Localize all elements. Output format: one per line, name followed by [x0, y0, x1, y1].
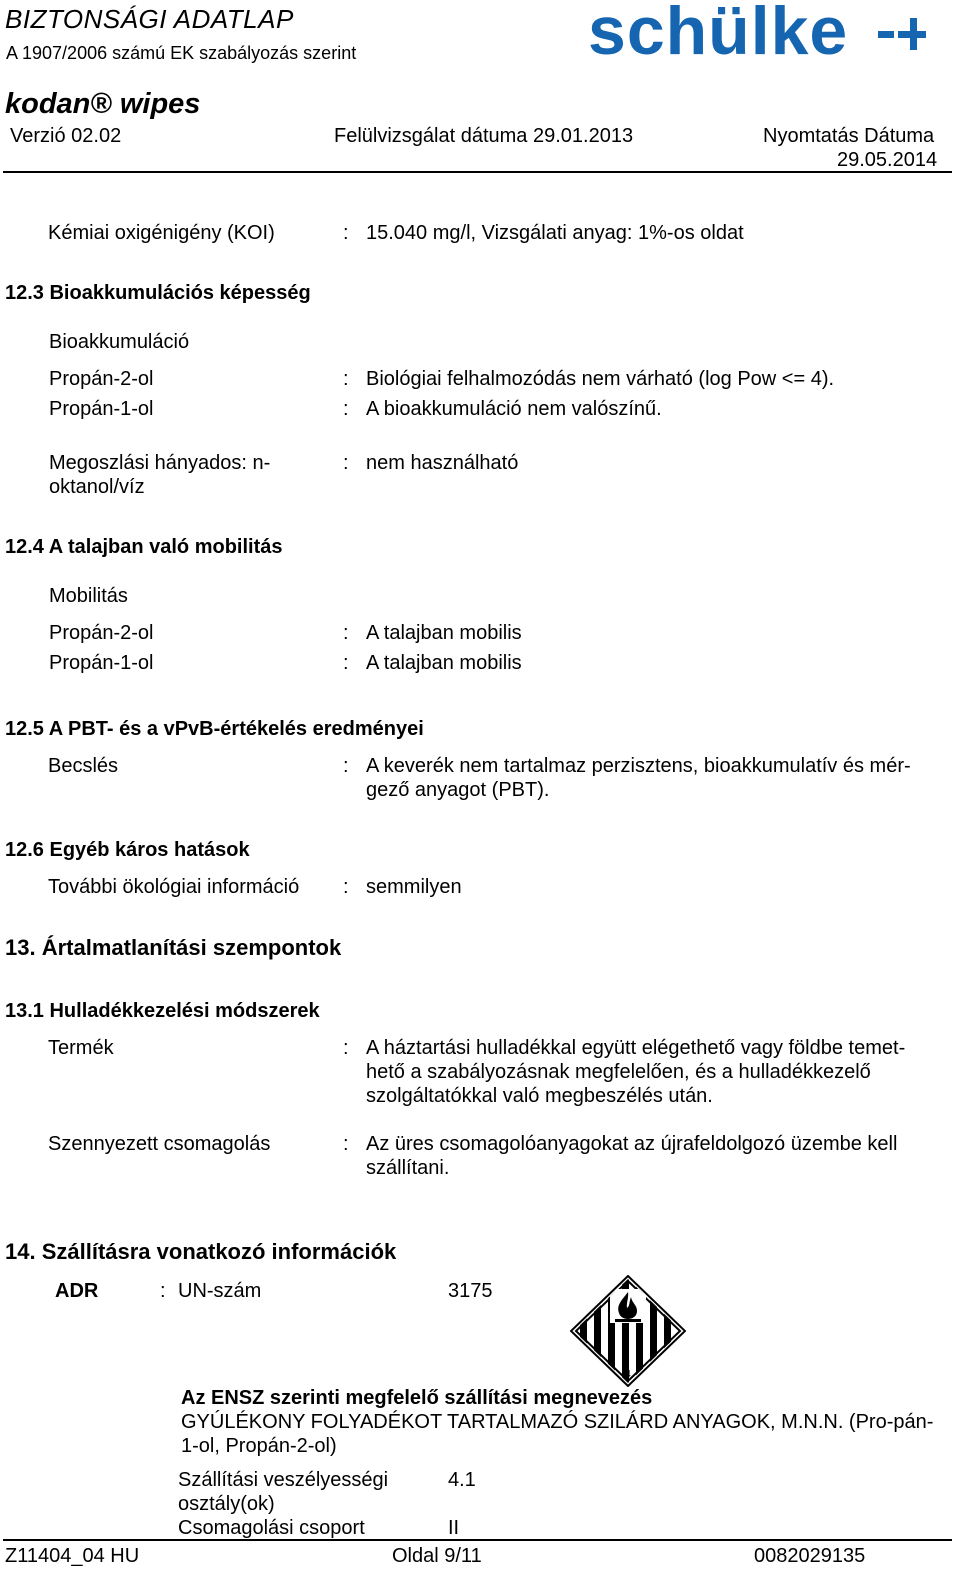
- section-12-4-heading: 12.4 A talajban való mobilitás: [5, 536, 283, 558]
- hazard-class-label: Szállítási veszélyességi osztály(ok): [178, 1469, 389, 1515]
- colon: :: [343, 652, 349, 674]
- un-number-label: UN-szám: [178, 1280, 262, 1302]
- bio1-label: Propán-2-ol: [49, 368, 154, 390]
- becsles-label: Becslés: [48, 755, 119, 777]
- termek-label: Termék: [48, 1037, 114, 1059]
- packing-group-value: II: [448, 1517, 460, 1539]
- szennyezett-label: Szennyezett csomagolás: [48, 1133, 271, 1155]
- version: Verzió 02.02: [10, 125, 122, 147]
- document-title: BIZTONSÁGI ADATLAP: [5, 4, 294, 34]
- section-12-6-heading: 12.6 Egyéb káros hatások: [5, 839, 250, 861]
- megoszlas-label: Megoszlási hányados: n-oktanol/víz: [49, 452, 271, 498]
- szennyezett-value: Az üres csomagolóanyagokat az újrafeldolgozó üzembe kell szállítani.: [366, 1133, 898, 1179]
- section-13-1-heading: 13.1 Hulladékkezelési módszerek: [5, 1000, 320, 1022]
- hazard-class-value: 4.1: [448, 1469, 476, 1491]
- termek-value: A háztartási hulladékkal együtt elégethető vagy földbe temet-hető a szabályozásnak megfelelően, és a hulladékkezelő szolgáltatókkal való megbeszélés után.: [366, 1037, 906, 1107]
- flammable-solid-hazard-icon: [570, 1275, 686, 1387]
- section-14-heading: 14. Szállításra vonatkozó információk: [5, 1239, 397, 1264]
- bio1-value: Biológiai felhalmozódás nem várható (log Pow <= 4).: [366, 368, 835, 390]
- adr-label: ADR: [55, 1280, 99, 1302]
- header-rule: [3, 171, 952, 173]
- mob1-label: Propán-2-ol: [49, 622, 154, 644]
- mobilitas-label: Mobilitás: [49, 585, 128, 607]
- section-12-5-heading: 12.5 A PBT- és a vPvB-értékelés eredményei: [5, 718, 424, 740]
- mob2-label: Propán-1-ol: [49, 652, 154, 674]
- regulation-text: A 1907/2006 számú EK szabályozás szerint: [6, 43, 357, 63]
- ensz-value: GYÚLÉKONY FOLYADÉKOT TARTALMAZÓ SZILÁRD ANYAGOK, M.N.N. (Pro-pán-1-ol, Propán-2-ol): [181, 1411, 934, 1457]
- ensz-title: Az ENSZ szerinti megfelelő szállítási megnevezés: [181, 1387, 653, 1409]
- schulke-logo: schülke: [588, 0, 926, 70]
- packing-group-label: Csomagolási csoport: [178, 1517, 365, 1539]
- footer-product-code: 0082029135: [754, 1545, 866, 1567]
- logo-mark-icon: [878, 18, 926, 50]
- revision-date: Felülvizsgálat dátuma 29.01.2013: [334, 125, 634, 147]
- colon: :: [343, 1037, 349, 1059]
- footer-rule: [3, 1539, 952, 1541]
- mob1-value: A talajban mobilis: [366, 622, 522, 644]
- colon: :: [343, 398, 349, 420]
- koi-value: 15.040 mg/l, Vizsgálati anyag: 1%-os oldat: [366, 222, 744, 244]
- bio2-label: Propán-1-ol: [49, 398, 154, 420]
- hazard-class-number: 4: [625, 1369, 631, 1380]
- footer-doc-id: Z11404_04 HU: [5, 1545, 140, 1567]
- print-date-label: Nyomtatás Dátuma: [763, 125, 935, 147]
- colon: :: [160, 1280, 166, 1302]
- section-13-heading: 13. Ártalmatlanítási szempontok: [5, 935, 342, 960]
- colon: :: [343, 755, 349, 777]
- colon: :: [343, 452, 349, 474]
- colon: :: [343, 1133, 349, 1155]
- mob2-value: A talajban mobilis: [366, 652, 522, 674]
- colon: :: [343, 368, 349, 390]
- product-name: kodan® wipes: [5, 88, 201, 120]
- colon: :: [343, 622, 349, 644]
- section-12-3-heading: 12.3 Bioakkumulációs képesség: [5, 282, 311, 304]
- colon: :: [343, 876, 349, 898]
- megoszlas-value: nem használható: [366, 452, 519, 474]
- un-number-value: 3175: [448, 1280, 493, 1302]
- bio2-value: A bioakkumuláció nem valószínű.: [366, 398, 662, 420]
- bioakkumulacio-label: Bioakkumuláció: [49, 331, 190, 353]
- tovabbi-value: semmilyen: [366, 876, 462, 898]
- print-date: 29.05.2014: [837, 149, 938, 171]
- koi-label: Kémiai oxigénigény (KOI): [48, 222, 275, 244]
- footer-page-number: Oldal 9/11: [392, 1545, 482, 1567]
- tovabbi-label: További ökológiai információ: [48, 876, 300, 898]
- colon: :: [343, 222, 349, 244]
- becsles-value: A keverék nem tartalmaz perzisztens, bioakkumulatív és mér-gező anyagot (PBT).: [366, 755, 911, 801]
